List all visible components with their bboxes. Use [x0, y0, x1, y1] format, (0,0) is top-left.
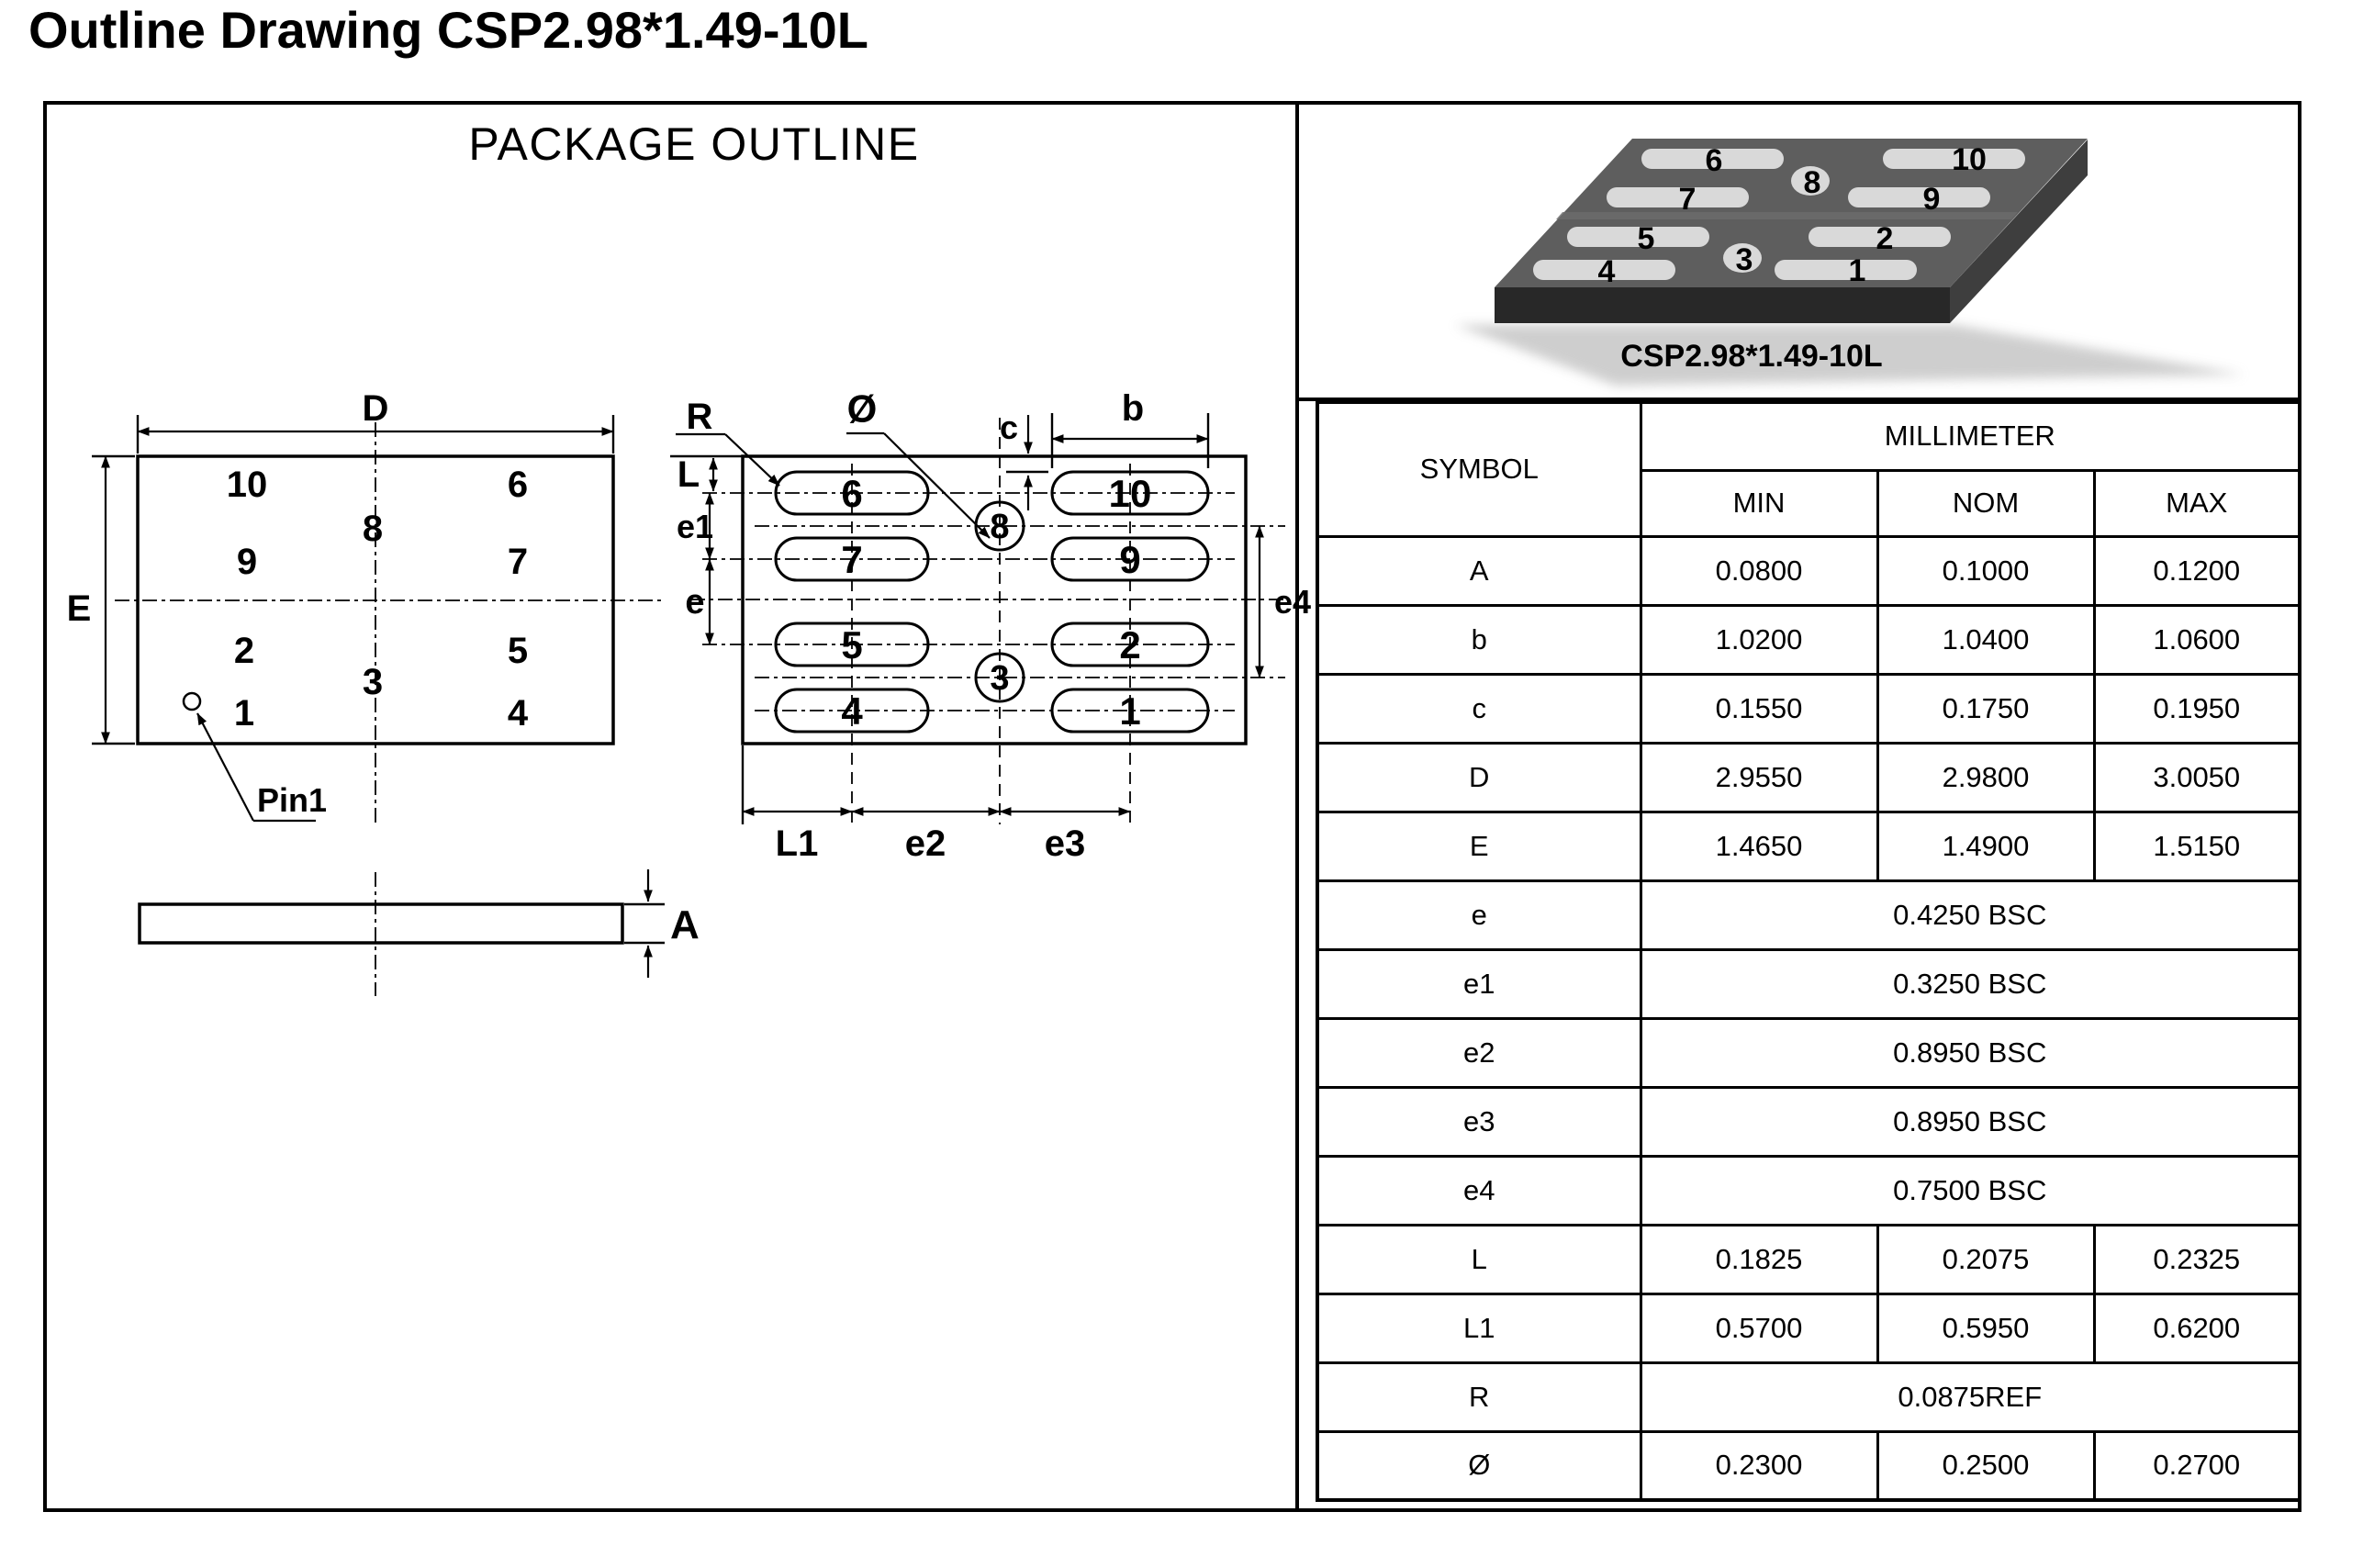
table-cell: 0.1825 — [1641, 1225, 1877, 1294]
table-cell: L — [1317, 1225, 1641, 1294]
iso-pin-label: 9 — [1922, 182, 1941, 217]
iso-pin-label: 10 — [1952, 142, 1987, 177]
table-row — [1317, 605, 2300, 674]
iso-pad-9 — [1848, 187, 1990, 207]
col-header-max: MAX — [2094, 470, 2300, 536]
table-cell: e4 — [1317, 1156, 1641, 1225]
table-cell: 1.4650 — [1641, 812, 1877, 880]
pin1-label: Pin1 — [257, 781, 328, 819]
unit-header: MILLIMETER — [1641, 402, 2300, 470]
pad-label: 8 — [990, 508, 1010, 546]
pad-label: 4 — [841, 689, 863, 733]
package-front-face — [1495, 287, 1950, 323]
pin-label: 4 — [507, 693, 529, 734]
table-cell: 0.2300 — [1641, 1431, 1877, 1500]
table-cell: 0.1550 — [1641, 674, 1877, 743]
side-view-body — [140, 904, 622, 943]
table-cell: 0.4250 BSC — [1641, 880, 2300, 949]
iso-pin-label: 2 — [1876, 221, 1894, 256]
dimension-e — [685, 559, 710, 644]
table-cell: 0.8950 BSC — [1641, 1018, 2300, 1087]
table-cell: R — [1317, 1362, 1641, 1431]
table-row — [1317, 880, 2300, 949]
package-outline-heading: PACKAGE OUTLINE — [468, 118, 920, 170]
pad-label: 3 — [990, 659, 1010, 698]
table-cell: 0.1200 — [2094, 536, 2300, 605]
dim-label-e1: e1 — [676, 508, 714, 545]
table-cell: 1.5150 — [2094, 812, 2300, 880]
dimension-e1 — [677, 493, 713, 559]
pin-label: 7 — [507, 542, 529, 582]
pin1-indicator — [184, 693, 327, 821]
table-cell: 0.2075 — [1877, 1225, 2094, 1294]
dim-label-e2: e2 — [904, 823, 946, 864]
pin-label: 2 — [233, 631, 255, 671]
iso-pin-label: 1 — [1848, 253, 1866, 288]
iso-pin-label: 8 — [1803, 165, 1821, 200]
dim-label-b: b — [1121, 388, 1145, 429]
table-cell: 1.0200 — [1641, 605, 1877, 674]
table-cell: L1 — [1317, 1294, 1641, 1362]
dim-label-c: c — [999, 409, 1019, 446]
table-row — [1317, 1294, 2300, 1362]
pin-label: 6 — [507, 465, 529, 505]
iso-pin-label: 6 — [1705, 143, 1723, 178]
dim-label-e3: e3 — [1044, 823, 1086, 864]
table-cell: e2 — [1317, 1018, 1641, 1087]
table-row — [1317, 674, 2300, 743]
top-view-pin-numbers — [227, 465, 529, 734]
table-row — [1317, 1156, 2300, 1225]
dim-label-E: E — [66, 588, 92, 629]
pin-label: 10 — [226, 465, 268, 505]
table-cell: 2.9550 — [1641, 743, 1877, 812]
col-header-nom: NOM — [1877, 470, 2094, 536]
pin-label: 5 — [507, 631, 529, 671]
iso-pad-1 — [1775, 260, 1917, 280]
table-row — [1317, 949, 2300, 1018]
dim-label-diameter: Ø — [846, 387, 878, 431]
table-cell: 0.5950 — [1877, 1294, 2094, 1362]
iso-pad-7 — [1607, 187, 1749, 207]
table-cell: E — [1317, 812, 1641, 880]
pin-label: 9 — [236, 542, 258, 582]
table-cell: e — [1317, 880, 1641, 949]
dim-label-L1: L1 — [775, 823, 819, 864]
table-cell: c — [1317, 674, 1641, 743]
table-cell: 0.7500 BSC — [1641, 1156, 2300, 1225]
dimension-table — [1316, 400, 2301, 1502]
col-header-min: MIN — [1641, 470, 1877, 536]
table-cell: 0.1000 — [1877, 536, 2094, 605]
table-cell: A — [1317, 536, 1641, 605]
symbol-header: SYMBOL — [1317, 402, 1641, 536]
table-cell: D — [1317, 743, 1641, 812]
table-row — [1317, 1018, 2300, 1087]
pin-label: 8 — [362, 509, 384, 549]
table-cell: 0.2700 — [2094, 1431, 2300, 1500]
pad-label: 6 — [841, 472, 863, 515]
dimension-e4 — [1260, 526, 1311, 678]
table-row — [1317, 743, 2300, 812]
dim-label-D: D — [362, 388, 389, 429]
table-row — [1317, 812, 2300, 880]
table-cell: e3 — [1317, 1087, 1641, 1156]
table-row — [1317, 1431, 2300, 1500]
table-cell: 0.8950 BSC — [1641, 1087, 2300, 1156]
top-view-centerlines — [115, 422, 663, 826]
table-cell: 1.0400 — [1877, 605, 2094, 674]
dim-label-R: R — [686, 397, 713, 437]
pad-label: 9 — [1119, 538, 1141, 581]
table-cell: b — [1317, 605, 1641, 674]
page-title: Outline Drawing CSP2.98*1.49-10L — [28, 1, 868, 59]
table-cell: 0.1950 — [2094, 674, 2300, 743]
pad-label: 1 — [1119, 689, 1141, 733]
pad-label: 7 — [841, 538, 863, 581]
dimension-L — [678, 454, 713, 495]
iso-caption: CSP2.98*1.49-10L — [1620, 339, 1883, 374]
pin-label: 3 — [362, 662, 384, 702]
table-row — [1317, 1087, 2300, 1156]
pad-label: 2 — [1119, 623, 1141, 666]
pad-label: 10 — [1108, 472, 1152, 515]
table-cell: 0.2325 — [2094, 1225, 2300, 1294]
table-row — [1317, 1362, 2300, 1431]
iso-pin-label: 3 — [1735, 242, 1753, 277]
table-cell: 1.4900 — [1877, 812, 2094, 880]
table-cell: 0.6200 — [2094, 1294, 2300, 1362]
pad-label: 5 — [841, 623, 863, 666]
table-row — [1317, 536, 2300, 605]
dim-label-A: A — [670, 902, 700, 947]
iso-pin-label: 5 — [1637, 221, 1655, 256]
table-cell: 0.0800 — [1641, 536, 1877, 605]
dim-label-L: L — [677, 454, 700, 495]
land-view — [670, 387, 1311, 864]
bottom-dimensions — [743, 745, 1130, 864]
pin1-dot — [184, 693, 200, 710]
pin-label: 1 — [233, 693, 255, 734]
table-cell: 0.3250 BSC — [1641, 949, 2300, 1018]
package-top-band — [1556, 212, 2018, 219]
table-cell: 0.1750 — [1877, 674, 2094, 743]
side-view — [140, 869, 700, 996]
table-cell: 3.0050 — [2094, 743, 2300, 812]
dim-label-e: e — [685, 583, 705, 622]
table-cell: 2.9800 — [1877, 743, 2094, 812]
iso-pin-label: 4 — [1597, 254, 1616, 289]
dim-label-e4: e4 — [1274, 583, 1312, 621]
table-cell: 1.0600 — [2094, 605, 2300, 674]
table-cell: 0.2500 — [1877, 1431, 2094, 1500]
table-cell: e1 — [1317, 949, 1641, 1018]
table-cell: 0.0875REF — [1641, 1362, 2300, 1431]
table-row — [1317, 1225, 2300, 1294]
table-cell: 0.5700 — [1641, 1294, 1877, 1362]
dimension-c — [1000, 409, 1048, 510]
table-cell: Ø — [1317, 1431, 1641, 1500]
dimension-A — [624, 869, 700, 978]
iso-pin-label: 7 — [1678, 182, 1697, 217]
iso-view — [1455, 139, 2245, 386]
top-view — [67, 388, 663, 826]
